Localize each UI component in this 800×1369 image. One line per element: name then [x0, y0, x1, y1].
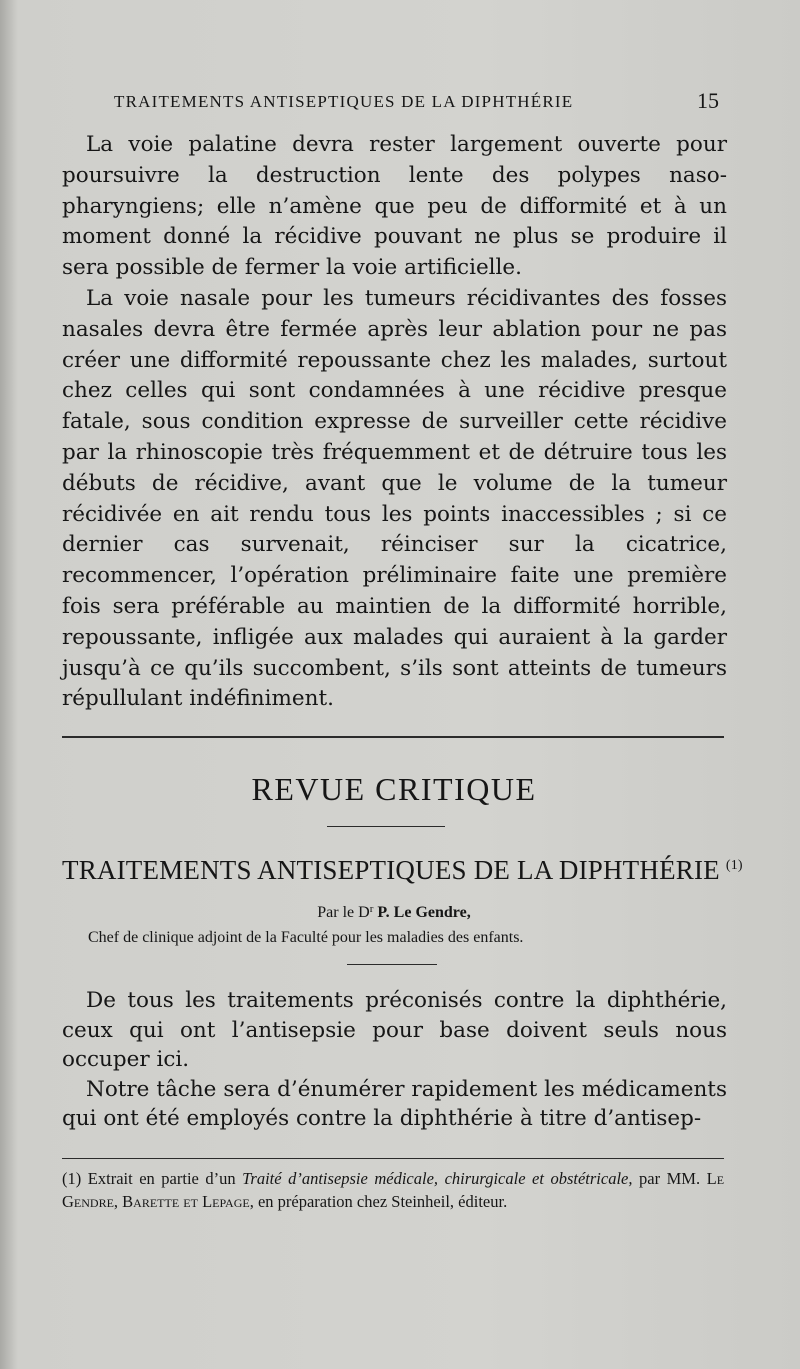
footnote-authors: Le Gendre, Barette et Lepage, [62, 1169, 725, 1211]
paragraph: De tous les traitements préconisés contre la diphthérie, ceux qui ont l’antisepsie pour base doivent seuls nous occuper ici. [62, 988, 727, 1072]
author-affiliation: Chef de clinique adjoint de la Faculté pour les maladies des enfants. [88, 929, 524, 946]
continued-text [62, 130, 727, 715]
footnote-marker: (1) [62, 1169, 82, 1188]
paragraph: La voie nasale pour les tumeurs récidivantes des fosses nasales devra être fermée après leur ablation pour ne pas créer une difformité repoussante chez les malades, surtout chez celles qui sont condamnées à une récidive presque fatale, sous condition expresse de surveiller cette récidive par la rhinoscopie très fréquemment et de détruire tous les débuts de récidive, avant que le volume de la tumeur récidivée en ait rendu tous les points inaccessibles ; si ce dernier cas survenait, réinciser sur la cicatrice, recommencer, l’opération préliminaire faite une première fois sera préférable au maintien de la difformité horrible, repoussante, infligée aux malades qui auraient à la garder jusqu’à ce qu’ils succombent, s’ils sont atteints de tumeurs répullulant indéfiniment. [62, 285, 727, 712]
footnote-divider [62, 1158, 724, 1159]
byline-superscript: r [369, 903, 374, 915]
footnote-text-before: Extrait en partie d’un [87, 1169, 236, 1188]
title-divider [327, 826, 445, 827]
article-title [62, 855, 742, 886]
paragraph: Notre tâche sera d’énumérer rapidement les médicaments qui ont été employés contre la diphthérie à titre d’antisep- [62, 1076, 727, 1131]
page-number: 15 [697, 88, 719, 113]
footnote-text-after: en préparation chez Steinheil, éditeur. [257, 1192, 508, 1211]
paragraph: La voie palatine devra rester largement ouverte pour poursuivre la destruction lente des polypes naso-pharyngiens; elle n’amène que peu de difformité et à un moment donné la récidive pouvant ne plus se produire il sera possible de fermer la voie artificielle. [62, 132, 727, 281]
author-name: P. Le Gendre, [377, 904, 471, 921]
footnote-work-title: Traité d’antisepsie médicale, chirurgicale et obstétricale, [242, 1169, 633, 1188]
byline-divider [347, 964, 437, 965]
article-text [62, 986, 727, 1134]
footnote-reference: (1) [725, 858, 743, 873]
footnote-text-by: par MM. [639, 1169, 701, 1188]
section-divider [62, 736, 724, 738]
byline [0, 903, 788, 922]
section-title: REVUE CRITIQUE [251, 771, 537, 807]
byline-prefix: Par le D [317, 904, 370, 921]
running-head: TRAITEMENTS ANTISEPTIQUES DE LA DIPHTHÉRIE [114, 92, 574, 111]
footnote [62, 1167, 724, 1213]
article-title-text: TRAITEMENTS ANTISEPTIQUES DE LA DIPHTHÉRIE [62, 855, 720, 885]
